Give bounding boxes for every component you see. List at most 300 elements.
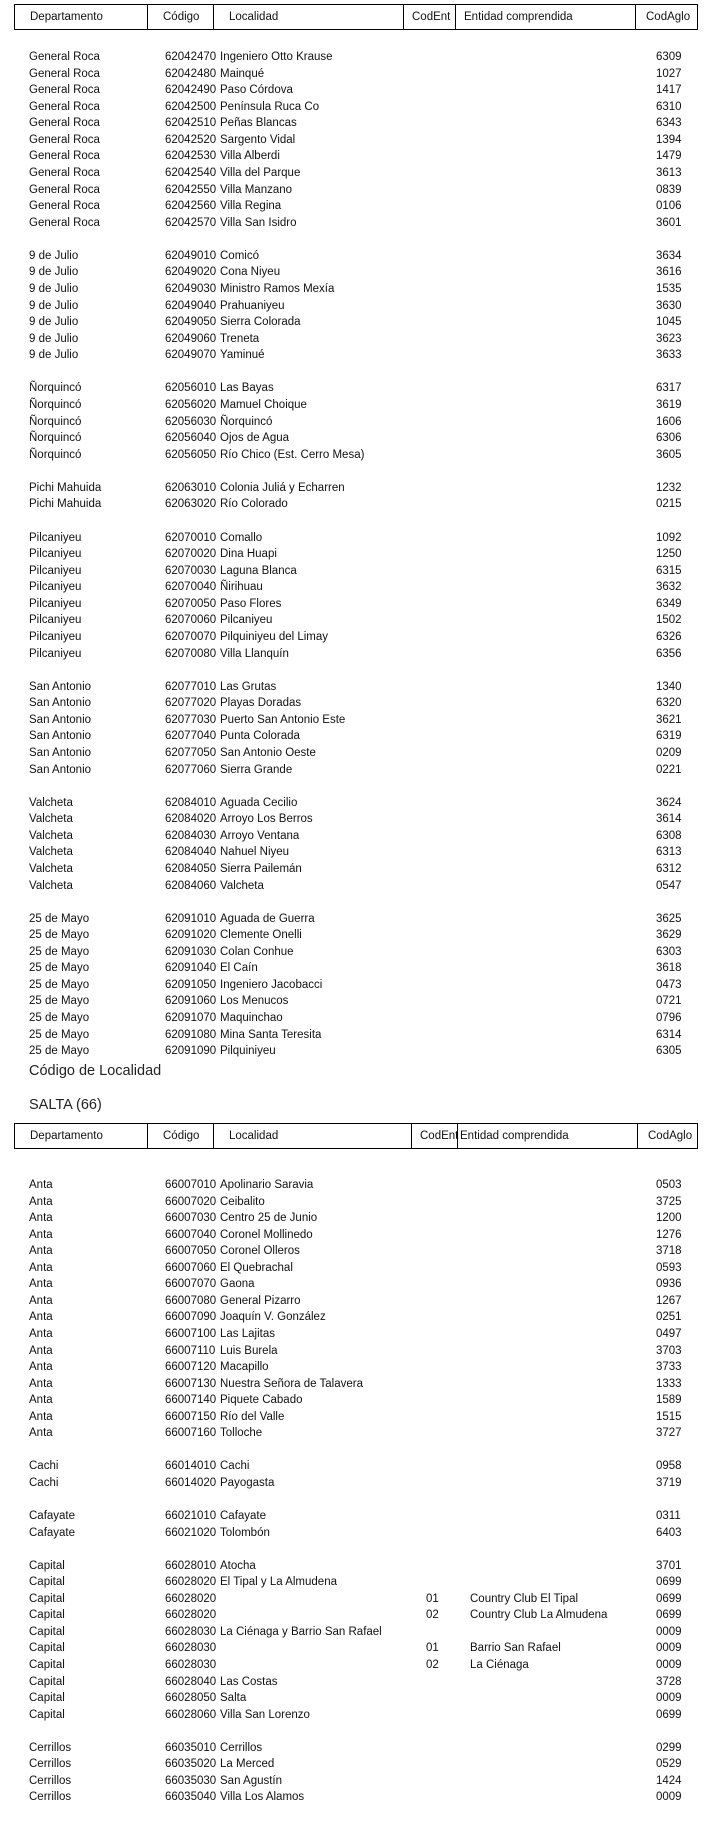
cell-localidad: Paso Flores [220, 597, 282, 610]
cell-departamento: General Roca [29, 117, 100, 130]
cell-codigo: 62070070 [165, 630, 217, 643]
cell-codigo: 62042470 [165, 51, 217, 63]
cell-codigo: 62063010 [165, 481, 217, 494]
cell-codaglo: 1606 [656, 415, 682, 428]
cell-codaglo: 1589 [656, 1394, 682, 1407]
table-row [0, 1674, 709, 1690]
cell-codigo: 62049060 [165, 332, 217, 345]
cell-codaglo: 0009 [656, 1692, 682, 1705]
cell-codigo: 62077050 [165, 746, 217, 759]
table-row [0, 49, 709, 65]
cell-departamento: General Roca [29, 200, 100, 213]
table-row [0, 1591, 709, 1607]
cell-codaglo: 1502 [656, 614, 682, 627]
cell-codaglo: 3728 [656, 1675, 682, 1688]
table-row [0, 811, 709, 827]
cell-entidad: Country Club El Tipal [470, 1592, 579, 1605]
cell-localidad: Ojos de Agua [220, 432, 290, 445]
cell-codaglo: 0699 [656, 1592, 682, 1605]
cell-codaglo: 1267 [656, 1294, 682, 1307]
cell-departamento: 25 de Mayo [29, 1045, 90, 1058]
cell-codigo: 62049010 [165, 249, 217, 262]
cell-localidad: Ceibalito [220, 1195, 265, 1208]
cell-codaglo: 1535 [656, 282, 682, 295]
cell-departamento: General Roca [29, 51, 100, 63]
table-row [0, 1276, 709, 1292]
cell-codigo: 66028040 [165, 1675, 217, 1688]
cell-codigo: 66007110 [165, 1344, 216, 1357]
cell-departamento: Ñorquincó [29, 448, 82, 461]
cell-localidad: Tolloche [220, 1427, 263, 1440]
cell-entidad: Country Club La Almudena [470, 1609, 608, 1622]
cell-departamento: General Roca [29, 183, 100, 196]
cell-localidad: Río del Valle [220, 1410, 285, 1423]
cell-localidad: Aguada Cecilio [220, 796, 298, 809]
table-row [0, 546, 709, 562]
cell-departamento: Cerrillos [29, 1791, 72, 1804]
cell-codigo: 62084010 [165, 796, 217, 809]
cell-localidad: Cona Niyeu [220, 266, 281, 279]
cell-departamento: Valcheta [29, 879, 73, 892]
table-header-2 [14, 1123, 698, 1149]
cell-codigo: 66007090 [165, 1311, 217, 1324]
cell-localidad: Villa San Isidro [220, 216, 297, 229]
cell-localidad: San Agustín [220, 1774, 283, 1787]
cell-codigo: 62091050 [165, 978, 217, 991]
cell-codaglo: 0699 [656, 1609, 682, 1622]
table-row [0, 745, 709, 761]
cell-localidad: Ministro Ramos Mexía [220, 282, 335, 295]
table-row [0, 1359, 709, 1375]
cell-localidad: Treneta [220, 332, 260, 345]
cell-localidad: Río Colorado [220, 498, 288, 511]
cell-localidad: Atocha [220, 1559, 256, 1572]
cell-localidad: Puerto San Antonio Este [220, 713, 346, 726]
cell-codaglo: 0009 [656, 1791, 682, 1804]
cell-codaglo: 6319 [656, 730, 682, 743]
cell-codaglo: 1045 [656, 316, 682, 329]
cell-codaglo: 3725 [656, 1195, 682, 1208]
cell-codigo: 66007080 [165, 1294, 217, 1307]
cell-departamento: Anta [29, 1427, 53, 1440]
table-row [0, 728, 709, 744]
table-row [0, 1657, 709, 1673]
cell-departamento: Valcheta [29, 829, 73, 842]
cell-codigo: 62049040 [165, 299, 217, 312]
cell-localidad: Dina Huapi [220, 548, 277, 561]
cell-departamento: 9 de Julio [29, 332, 79, 345]
header-departamento: Departamento [30, 1130, 103, 1142]
cell-departamento: 25 de Mayo [29, 978, 90, 991]
table-row [0, 1392, 709, 1408]
cell-departamento: Anta [29, 1410, 53, 1423]
cell-localidad: Arroyo Ventana [220, 829, 300, 842]
cell-codigo: 66007140 [165, 1394, 217, 1407]
cell-codaglo: 3719 [656, 1476, 682, 1489]
cell-codaglo: 3718 [656, 1245, 682, 1258]
table-row [0, 1690, 709, 1706]
cell-localidad: Aguada de Guerra [220, 912, 315, 925]
cell-codigo: 66028030 [165, 1658, 217, 1671]
cell-departamento: 25 de Mayo [29, 945, 90, 958]
cell-localidad: Valcheta [220, 879, 264, 892]
table-row [0, 612, 709, 628]
table-row [0, 1043, 709, 1059]
cell-localidad: La Merced [220, 1758, 275, 1771]
cell-departamento: Valcheta [29, 813, 73, 826]
cell-departamento: Valcheta [29, 846, 73, 859]
cell-codigo: 62042480 [165, 67, 217, 80]
table-row [0, 977, 709, 993]
cell-codaglo: 0529 [656, 1758, 682, 1771]
table-row [0, 1574, 709, 1590]
table-row [0, 795, 709, 811]
cell-localidad: Cerrillos [220, 1741, 263, 1754]
cell-departamento: Capital [29, 1692, 65, 1705]
cell-departamento: Cachi [29, 1460, 59, 1473]
cell-localidad: Río Chico (Est. Cerro Mesa) [220, 448, 365, 461]
cell-codigo: 66007150 [165, 1410, 217, 1423]
cell-codigo: 62042540 [165, 166, 217, 179]
table-row [0, 1756, 709, 1772]
cell-codigo: 62056050 [165, 448, 217, 461]
cell-codaglo: 0221 [656, 763, 682, 776]
table-row [0, 447, 709, 463]
cell-codigo: 62042490 [165, 84, 217, 97]
cell-localidad: Sierra Pailemán [220, 862, 302, 875]
cell-codigo: 66028030 [165, 1642, 217, 1655]
table-row [0, 281, 709, 297]
cell-codaglo: 3621 [656, 713, 682, 726]
cell-codaglo: 6306 [656, 432, 682, 445]
cell-codaglo: 0009 [656, 1642, 682, 1655]
table-row [0, 165, 709, 181]
cell-codaglo: 6314 [656, 1028, 682, 1041]
cell-codaglo: 1479 [656, 150, 682, 163]
cell-codigo: 66035040 [165, 1791, 217, 1804]
cell-departamento: Capital [29, 1658, 65, 1671]
cell-codaglo: 1394 [656, 133, 682, 146]
cell-codigo: 66007070 [165, 1278, 217, 1291]
table-row [0, 878, 709, 894]
cell-codigo: 62084040 [165, 846, 217, 859]
cell-codaglo: 1333 [656, 1377, 682, 1390]
cell-codigo: 62077020 [165, 697, 217, 710]
cell-departamento: Anta [29, 1212, 53, 1225]
cell-departamento: 9 de Julio [29, 316, 79, 329]
table-row [0, 480, 709, 496]
table-row [0, 414, 709, 430]
cell-localidad: Villa Alberdi [220, 150, 280, 163]
cell-codaglo: 1515 [656, 1410, 682, 1423]
table-row [0, 1640, 709, 1656]
cell-codaglo: 6308 [656, 829, 682, 842]
cell-localidad: Los Menucos [220, 995, 289, 1008]
table-row [0, 1326, 709, 1342]
table-row [0, 861, 709, 877]
cell-departamento: San Antonio [29, 713, 92, 726]
cell-localidad: Ingeniero Otto Krause [220, 51, 333, 63]
cell-departamento: General Roca [29, 166, 100, 179]
cell-codaglo: 1424 [656, 1774, 682, 1787]
cell-codigo: 66021020 [165, 1526, 217, 1539]
cell-entidad: Barrio San Rafael [470, 1642, 561, 1655]
cell-codaglo: 3623 [656, 332, 682, 345]
table-row [0, 844, 709, 860]
cell-codigo: 62049030 [165, 282, 217, 295]
cell-codent: 01 [426, 1592, 439, 1605]
cell-departamento: Pichi Mahuida [29, 481, 102, 494]
table-row [0, 1177, 709, 1193]
cell-codigo: 66028020 [165, 1609, 217, 1622]
table-row [0, 132, 709, 148]
cell-codaglo: 0311 [656, 1510, 681, 1522]
cell-departamento: Capital [29, 1592, 65, 1605]
cell-departamento: Anta [29, 1228, 53, 1241]
cell-localidad: Luis Burela [220, 1344, 278, 1357]
cell-codaglo: 6343 [656, 117, 682, 130]
cell-departamento: 25 de Mayo [29, 912, 90, 925]
cell-localidad: Ingeniero Jacobacci [220, 978, 323, 991]
cell-departamento: General Roca [29, 133, 100, 146]
cell-localidad: Punta Colorada [220, 730, 300, 743]
cell-localidad: Cachi [220, 1460, 250, 1473]
cell-codaglo: 3632 [656, 581, 682, 594]
cell-localidad: Payogasta [220, 1476, 275, 1489]
cell-localidad: Villa Los Alamos [220, 1791, 305, 1804]
cell-departamento: Anta [29, 1294, 53, 1307]
cell-codigo: 62070050 [165, 597, 217, 610]
cell-codigo: 62091020 [165, 929, 217, 942]
table-row [0, 646, 709, 662]
header-codent: CodEnt [403, 5, 455, 29]
cell-departamento: Cerrillos [29, 1741, 72, 1754]
table-row [0, 198, 709, 214]
cell-codigo: 62042520 [165, 133, 217, 146]
table-row [0, 215, 709, 231]
cell-codaglo: 3614 [656, 813, 682, 826]
cell-codaglo: 6312 [656, 862, 682, 875]
table-row [0, 1309, 709, 1325]
cell-departamento: Capital [29, 1675, 65, 1688]
cell-codaglo: 6310 [656, 100, 682, 113]
cell-departamento: General Roca [29, 100, 100, 113]
cell-entidad: La Ciénaga [470, 1658, 529, 1671]
cell-departamento: 25 de Mayo [29, 1028, 90, 1041]
cell-departamento: 9 de Julio [29, 299, 79, 312]
cell-localidad: Las Lajitas [220, 1327, 275, 1340]
cell-codigo: 66007100 [165, 1327, 217, 1340]
cell-codigo: 62063020 [165, 498, 217, 511]
cell-localidad: Macapillo [220, 1361, 269, 1374]
cell-codigo: 62091040 [165, 962, 217, 975]
table-row [0, 430, 709, 446]
cell-localidad: Las Bayas [220, 382, 274, 395]
cell-codigo: 62049070 [165, 349, 217, 362]
cell-codigo: 62091070 [165, 1012, 217, 1025]
table-row [0, 596, 709, 612]
cell-codigo: 62070010 [165, 531, 217, 544]
cell-codaglo: 3625 [656, 912, 682, 925]
cell-codaglo: 1232 [656, 481, 682, 494]
cell-localidad: Yaminué [220, 349, 265, 362]
table-row [0, 1607, 709, 1623]
table-row [0, 66, 709, 82]
cell-localidad: Colonia Juliá y Echarren [220, 481, 345, 494]
table-row [0, 927, 709, 943]
cell-codaglo: 1250 [656, 548, 682, 561]
cell-codigo: 62084050 [165, 862, 217, 875]
table-row [0, 1789, 709, 1805]
table-row [0, 530, 709, 546]
cell-codigo: 62091080 [165, 1028, 217, 1041]
table-row [0, 331, 709, 347]
cell-localidad: Arroyo Los Berros [220, 813, 313, 826]
table-row [0, 762, 709, 778]
cell-departamento: San Antonio [29, 730, 92, 743]
cell-codigo: 62077010 [165, 680, 217, 693]
table-row [0, 397, 709, 413]
cell-codaglo: 0009 [656, 1625, 682, 1638]
cell-codigo: 66035030 [165, 1774, 217, 1787]
cell-localidad: Pilquiniyeu del Limay [220, 630, 329, 643]
cell-departamento: Capital [29, 1559, 65, 1572]
cell-departamento: Pilcaniyeu [29, 597, 82, 610]
cell-codigo: 62056020 [165, 398, 217, 411]
cell-codaglo: 6303 [656, 945, 682, 958]
cell-localidad: Nuestra Señora de Talavera [220, 1377, 363, 1390]
cell-codaglo: 0699 [656, 1708, 682, 1721]
table-row [0, 1525, 709, 1541]
cell-localidad: La Ciénaga y Barrio San Rafael [220, 1625, 382, 1638]
cell-departamento: Anta [29, 1179, 53, 1191]
cell-codigo: 62042510 [165, 117, 217, 130]
cell-localidad: Clemente Onelli [220, 929, 302, 942]
cell-departamento: Anta [29, 1245, 53, 1258]
cell-codigo: 66007130 [165, 1377, 217, 1390]
cell-departamento: Cafayate [29, 1526, 76, 1539]
cell-codaglo: 0958 [656, 1460, 682, 1473]
header-codaglo: CodAglo [635, 5, 699, 29]
cell-codigo: 62070040 [165, 581, 217, 594]
cell-codigo: 62084060 [165, 879, 217, 892]
cell-departamento: 9 de Julio [29, 282, 79, 295]
cell-codaglo: 0839 [656, 183, 682, 196]
cell-departamento: General Roca [29, 216, 100, 229]
cell-departamento: General Roca [29, 84, 100, 97]
table-row [0, 115, 709, 131]
cell-departamento: Valcheta [29, 796, 73, 809]
cell-localidad: Piquete Cabado [220, 1394, 303, 1407]
cell-localidad: Pilquiniyeu [220, 1045, 276, 1058]
cell-departamento: Ñorquincó [29, 415, 82, 428]
cell-codigo: 66014020 [165, 1476, 217, 1489]
table-row [0, 944, 709, 960]
table-row [0, 1773, 709, 1789]
header-entidad: Entidad comprendida [455, 5, 635, 29]
cell-localidad: Comallo [220, 531, 263, 544]
cell-localidad: Ñirihuau [220, 581, 263, 594]
cell-departamento: 9 de Julio [29, 249, 79, 262]
cell-codigo: 66007010 [165, 1179, 217, 1191]
cell-departamento: Pilcaniyeu [29, 647, 82, 660]
table-row [0, 1243, 709, 1259]
cell-departamento: Anta [29, 1361, 53, 1374]
table-row [0, 695, 709, 711]
cell-codaglo: 3616 [656, 266, 682, 279]
cell-departamento: 25 de Mayo [29, 995, 90, 1008]
header-localidad: Localidad [213, 5, 403, 29]
cell-codaglo: 3629 [656, 929, 682, 942]
cell-departamento: 25 de Mayo [29, 1012, 90, 1025]
cell-localidad: Colan Conhue [220, 945, 294, 958]
cell-localidad: El Tipal y La Almudena [220, 1576, 337, 1589]
table-row [0, 679, 709, 695]
cell-departamento: Pilcaniyeu [29, 531, 82, 544]
cell-localidad: Sierra Grande [220, 763, 293, 776]
table-row [0, 1227, 709, 1243]
cell-localidad: Coronel Olleros [220, 1245, 300, 1258]
cell-codaglo: 3618 [656, 962, 682, 975]
cell-localidad: Villa San Lorenzo [220, 1708, 310, 1721]
cell-codigo: 66028010 [165, 1559, 217, 1572]
cell-codigo: 62056010 [165, 382, 217, 395]
cell-codent: 02 [426, 1658, 439, 1671]
cell-codigo: 66007160 [165, 1427, 217, 1440]
cell-codigo: 62084030 [165, 829, 217, 842]
table-row [0, 563, 709, 579]
cell-codaglo: 6326 [656, 630, 682, 643]
cell-localidad: Maquinchao [220, 1012, 283, 1025]
cell-codaglo: 3624 [656, 796, 682, 809]
cell-codigo: 62056030 [165, 415, 217, 428]
cell-departamento: Valcheta [29, 862, 73, 875]
table-row [0, 960, 709, 976]
cell-departamento: Cafayate [29, 1510, 76, 1522]
table-row [0, 629, 709, 645]
cell-departamento: Pilcaniyeu [29, 564, 82, 577]
cell-localidad: Joaquín V. González [220, 1311, 326, 1324]
table-row [0, 148, 709, 164]
cell-departamento: Cerrillos [29, 1774, 72, 1787]
section-title: Código de Localidad [29, 1063, 162, 1079]
table-row [0, 99, 709, 115]
cell-codaglo: 3703 [656, 1344, 682, 1357]
cell-codigo: 66035010 [165, 1741, 217, 1754]
table-row [0, 579, 709, 595]
cell-localidad: Mainqué [220, 67, 265, 80]
cell-codaglo: 3633 [656, 349, 682, 362]
cell-departamento: Ñorquincó [29, 382, 82, 395]
cell-departamento: Pichi Mahuida [29, 498, 102, 511]
table-row [0, 1508, 709, 1524]
cell-codaglo: 0299 [656, 1741, 682, 1754]
table-header-1 [14, 4, 698, 30]
table-row [0, 1010, 709, 1026]
table-row [0, 712, 709, 728]
cell-codigo: 62070060 [165, 614, 217, 627]
cell-localidad: Peñas Blancas [220, 117, 297, 130]
cell-codaglo: 1417 [656, 84, 682, 97]
table-row [0, 1376, 709, 1392]
table-row [0, 993, 709, 1009]
cell-codaglo: 0497 [656, 1327, 682, 1340]
cell-localidad: Paso Córdova [220, 84, 293, 97]
cell-codigo: 62091010 [165, 912, 217, 925]
table-row [0, 182, 709, 198]
cell-departamento: Anta [29, 1311, 53, 1324]
table-row [0, 1409, 709, 1425]
